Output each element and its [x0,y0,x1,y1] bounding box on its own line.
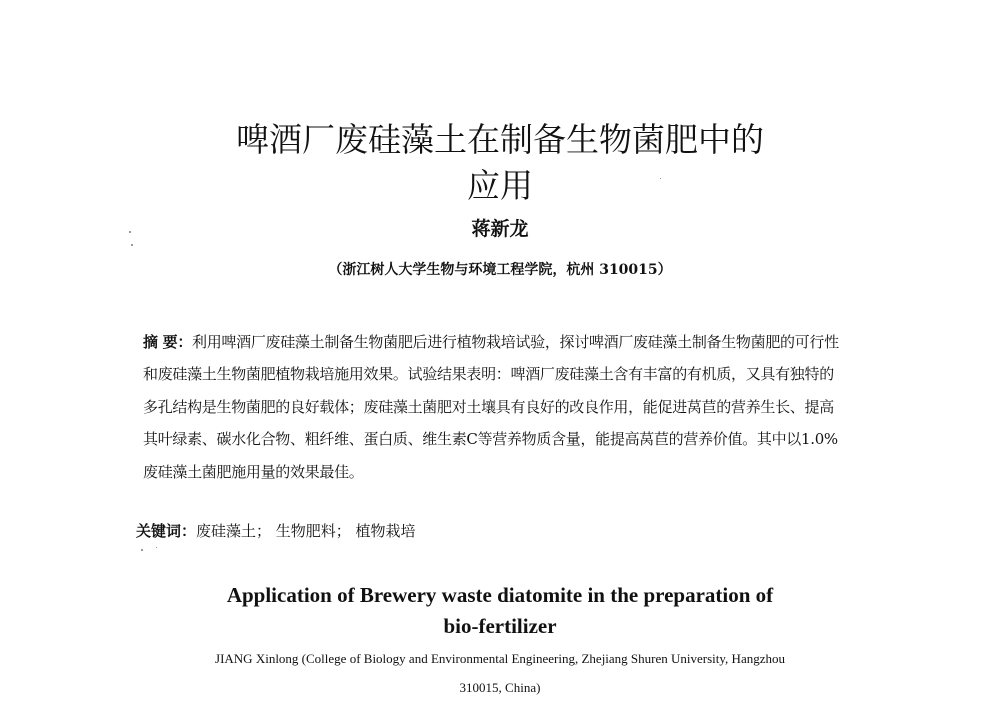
scan-speck [660,178,661,179]
abstract [143,326,848,488]
chinese-title-line-2: 应用 [467,166,533,205]
english-affiliation-line-1: JIANG Xinlong (College of Biology and Environmental Engineering, Zhejiang Shuren University, Hangzhou [215,651,785,666]
chinese-title-line-1: 啤酒厂废硅藻土在制备生物菌肥中的 [236,120,764,159]
scan-speck [129,231,131,233]
abstract-label: 摘 要： [143,333,193,351]
author-name: 蒋新龙 [471,218,529,240]
keywords-text: 废硅藻土； 生物肥料； 植物栽培 [196,522,416,540]
abstract-text: 利用啤酒厂废硅藻土制备生物菌肥后进行植物栽培试验，探讨啤酒厂废硅藻土制备生物菌肥的可行性和废硅藻土生物菌肥植物栽培施用效果。试验结果表明：啤酒厂废硅藻土含有丰富的有机质，又具有独特的多孔结构是生物菌肥的良好载体；废硅藻土菌肥对土壤具有良好的改良作用，能促进莴苣的营养生长、提高其叶绿素、碳水化合物、粗纤维、蛋白质、维生素C等营养物质含量，能提高莴苣的营养价值。其中以1.0%废硅藻土菌肥施用量的效果最佳。 [143,333,839,481]
scan-speck [141,549,143,551]
scan-speck [156,547,157,548]
keywords-label: 关键词： [136,522,197,540]
english-title-line-2: bio-fertilizer [443,614,557,638]
english-title-line-1: Application of Brewery waste diatomite in the preparation of [226,583,774,607]
scan-speck [131,244,133,246]
english-affiliation-line-2: 310015, China) [459,680,541,695]
author-affiliation: （浙江树人大学生物与环境工程学院，杭州 310015） [328,262,672,278]
keywords [136,517,856,545]
